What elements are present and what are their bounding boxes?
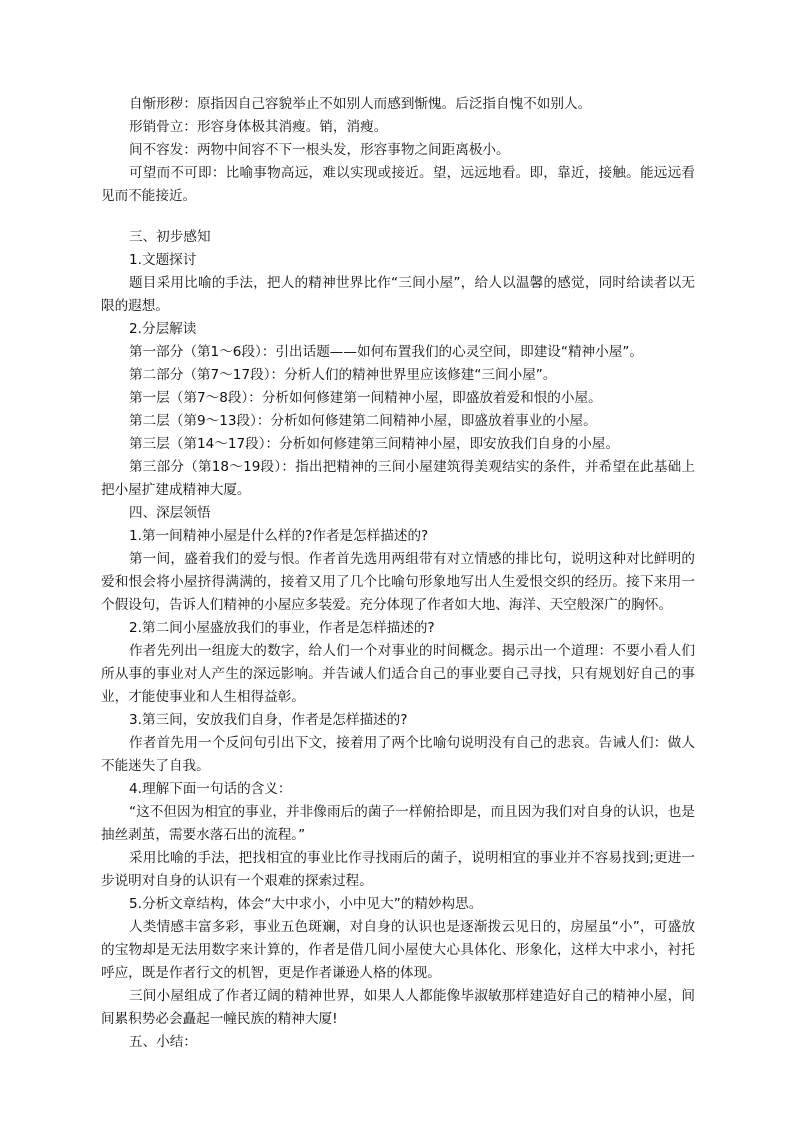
paragraph: 第二层（第9～13段）：分析如何修建第二间精神小屋，即盛放着事业的小屋。 <box>129 413 597 429</box>
subheading: 5.分析文章结构，体会“大中求小，小中见大”的精妙构思。 <box>129 896 483 912</box>
paragraph: 采用比喻的手法，把找相宜的事业比作寻找雨后的菌子，说明相宜的事业并不容易找到;更进一步说明对自身的认识有一个艰难的探索过程。 <box>101 850 695 889</box>
document-body <box>101 93 695 1054</box>
section-heading: 四、深层领悟 <box>129 505 211 521</box>
spacer <box>101 208 695 226</box>
section-heading: 五、小结： <box>129 1034 197 1050</box>
paragraph: 第二部分（第7～17段）：分析人们的精神世界里应该修建“三间小屋”。 <box>129 367 557 383</box>
paragraph: 作者先列出一组庞大的数字，给人们一个对事业的时间概念。揭示出一个道理：不要小看人们所从事的事业对人产生的深远影响。并告诫人们适合自己的事业要自己寻找，只有规划好自己的事业，才能使事业和人生相得益彰。 <box>101 643 695 705</box>
subheading: 3.第三间，安放我们自身，作者是怎样描述的? <box>129 712 408 728</box>
subheading: 4.理解下面一句话的含义： <box>129 781 292 797</box>
paragraph: 形销骨立：形容身体极其消瘦。销，消瘦。 <box>129 119 388 135</box>
subheading: 2.分层解读 <box>129 321 197 337</box>
paragraph: 间不容发：两物中间容不下一根头发，形容事物之间距离极小。 <box>129 142 510 158</box>
paragraph: 题目采用比喻的手法，把人的精神世界比作“三间小屋”，给人以温馨的感觉，同时给读者以无限的遐想。 <box>101 275 695 314</box>
paragraph: 第三部分（第18～19段）：指出把精神的三间小屋建筑得美观结实的条件，并希望在此基础上把小屋扩建成精神大厦。 <box>101 459 695 498</box>
subheading: 1.第一间精神小屋是什么样的?作者是怎样描述的? <box>129 528 429 544</box>
paragraph: 人类情感丰富多彩，事业五色斑斓，对自身的认识也是逐渐拨云见日的，房屋虽“小”，可盛放的宝物却是无法用数字来计算的，作者是借几间小屋使大心具体化、形象化，这样大中求小，衬托呼应，既是作者行文的机智，更是作者谦逊人格的体现。 <box>101 919 695 981</box>
paragraph: 可望而不可即：比喻事物高远，难以实现或接近。望，远远地看。即，靠近，接触。能远远看见而不能接近。 <box>101 165 695 204</box>
paragraph: 第一部分（第1～6段）：引出话题——如何布置我们的心灵空间，即建设“精神小屋”。 <box>129 344 643 360</box>
section-heading: 三、初步感知 <box>129 229 211 245</box>
paragraph: 第一间，盛着我们的爱与恨。作者首先选用两组带有对立情感的排比句，说明这种对比鲜明的爱和恨会将小屋挤得满满的，接着又用了几个比喻句形象地写出人生爱恨交织的经历。接下来用一个假设句，告诉人们精神的小屋应多装爱。充分体现了作者如大地、海洋、天空般深广的胸怀。 <box>101 551 695 613</box>
paragraph: 作者首先用一个反问句引出下文，接着用了两个比喻句说明没有自己的悲哀。告诫人们：做人不能迷失了自我。 <box>101 735 695 774</box>
paragraph: 自惭形秽：原指因自己容貌举止不如别人而感到惭愧。后泛指自愧不如别人。 <box>129 96 592 112</box>
paragraph: 三间小屋组成了作者辽阔的精神世界，如果人人都能像毕淑敏那样建造好自己的精神小屋，间间累积势必会矗起一幢民族的精神大厦! <box>101 988 695 1027</box>
subheading: 1.文题探讨 <box>129 252 197 268</box>
quote: “这不但因为相宜的事业，并非像雨后的菌子一样俯拾即是，而且因为我们对自身的认识，也是抽丝剥茧，需要水落石出的流程。” <box>101 804 695 843</box>
paragraph: 第三层（第14～17段）：分析如何修建第三间精神小屋，即安放我们自身的小屋。 <box>129 436 619 452</box>
subheading: 2.第二间小屋盛放我们的事业，作者是怎样描述的? <box>129 620 435 636</box>
paragraph: 第一层（第7～8段）：分析如何修建第一间精神小屋，即盛放着爱和恨的小屋。 <box>129 390 602 406</box>
